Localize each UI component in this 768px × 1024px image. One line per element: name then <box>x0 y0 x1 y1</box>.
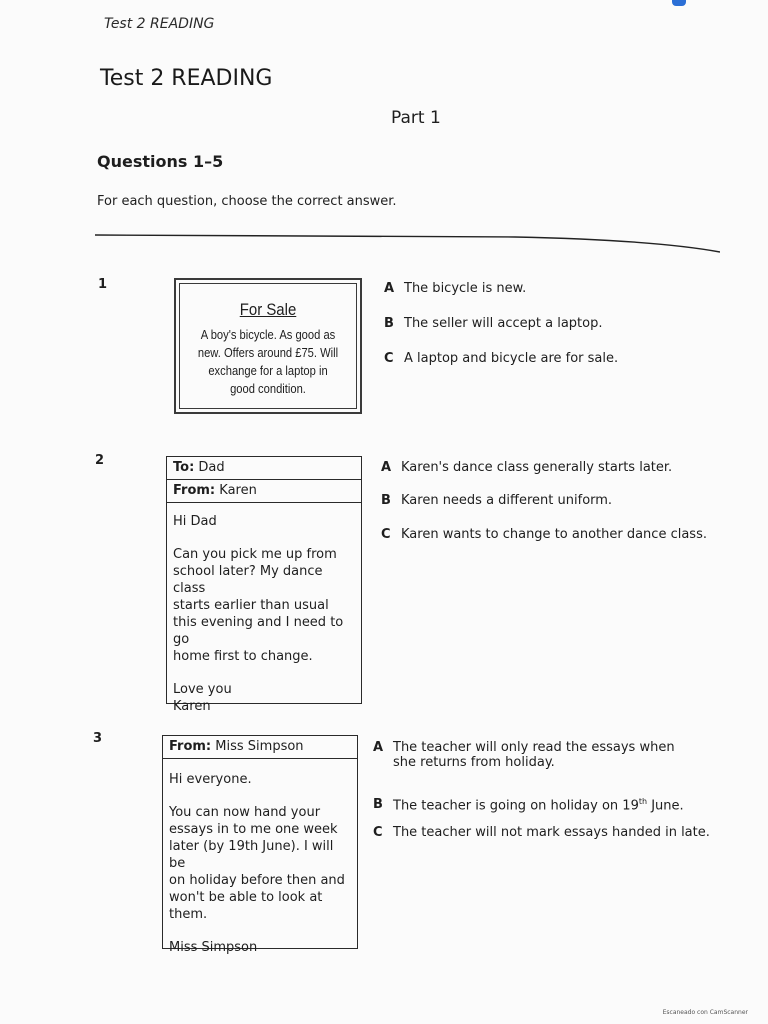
questions-heading: Questions 1–5 <box>97 152 224 171</box>
message-text: Can you pick me up from school later? My dance class starts earlier than usual this evening and I need to go home first to change. <box>173 547 344 664</box>
message-to-line: To: Dad <box>167 457 361 480</box>
running-head: Test 2 READING <box>104 16 215 32</box>
option-b[interactable]: B Karen needs a different uniform. <box>381 493 613 508</box>
option-a[interactable]: A The bicycle is new. <box>384 281 527 296</box>
question-number: 1 <box>98 277 108 292</box>
message-note-karen <box>166 456 362 714</box>
option-a[interactable]: A The teacher will only read the essays when she returns from holiday. <box>373 740 675 770</box>
message-signoff: Love you Karen <box>173 682 232 714</box>
message-from-line: From: Karen <box>167 480 361 503</box>
notice-title: For Sale <box>239 300 297 319</box>
option-c[interactable]: C Karen wants to change to another dance class. <box>381 527 707 542</box>
scanner-footer: Escaneado con CamScanner <box>662 1009 748 1016</box>
question-3-options <box>373 740 713 850</box>
option-a[interactable]: A Karen's dance class generally starts later. <box>381 460 673 475</box>
notice-inner-frame <box>179 283 357 409</box>
question-number: 3 <box>93 731 103 746</box>
option-b[interactable]: B The teacher is going on holiday on 19th June. <box>373 797 684 814</box>
question-2-options <box>381 460 721 550</box>
message-signoff: Miss Simpson <box>169 940 258 955</box>
for-sale-notice <box>174 278 362 414</box>
option-c[interactable]: C The teacher will not mark essays handed in late. <box>373 825 710 840</box>
message-from-line: From: Miss Simpson <box>163 736 357 759</box>
part-title: Part 1 <box>391 108 441 128</box>
message-greeting: Hi Dad <box>173 514 217 529</box>
option-b[interactable]: B The seller will accept a laptop. <box>384 316 603 331</box>
option-c[interactable]: C A laptop and bicycle are for sale. <box>384 351 619 366</box>
page-title: Test 2 READING <box>100 66 273 91</box>
section-divider <box>95 232 720 254</box>
corner-mark <box>672 0 686 6</box>
message-greeting: Hi everyone. <box>169 772 252 787</box>
message-body <box>167 503 361 721</box>
question-1-options <box>384 281 724 371</box>
notice-body: A boy's bicycle. As good as new. Offers around £75. Will exchange for a laptop in good condition. <box>197 327 339 396</box>
instruction-text: For each question, choose the correct answer. <box>97 194 397 209</box>
message-body <box>163 759 357 962</box>
message-note-miss-simpson <box>162 735 358 955</box>
message-text: You can now hand your essays in to me one week later (by 19th June). I will be on holiday before then and won't be able to look at them. <box>169 805 345 922</box>
question-number: 2 <box>95 453 105 468</box>
